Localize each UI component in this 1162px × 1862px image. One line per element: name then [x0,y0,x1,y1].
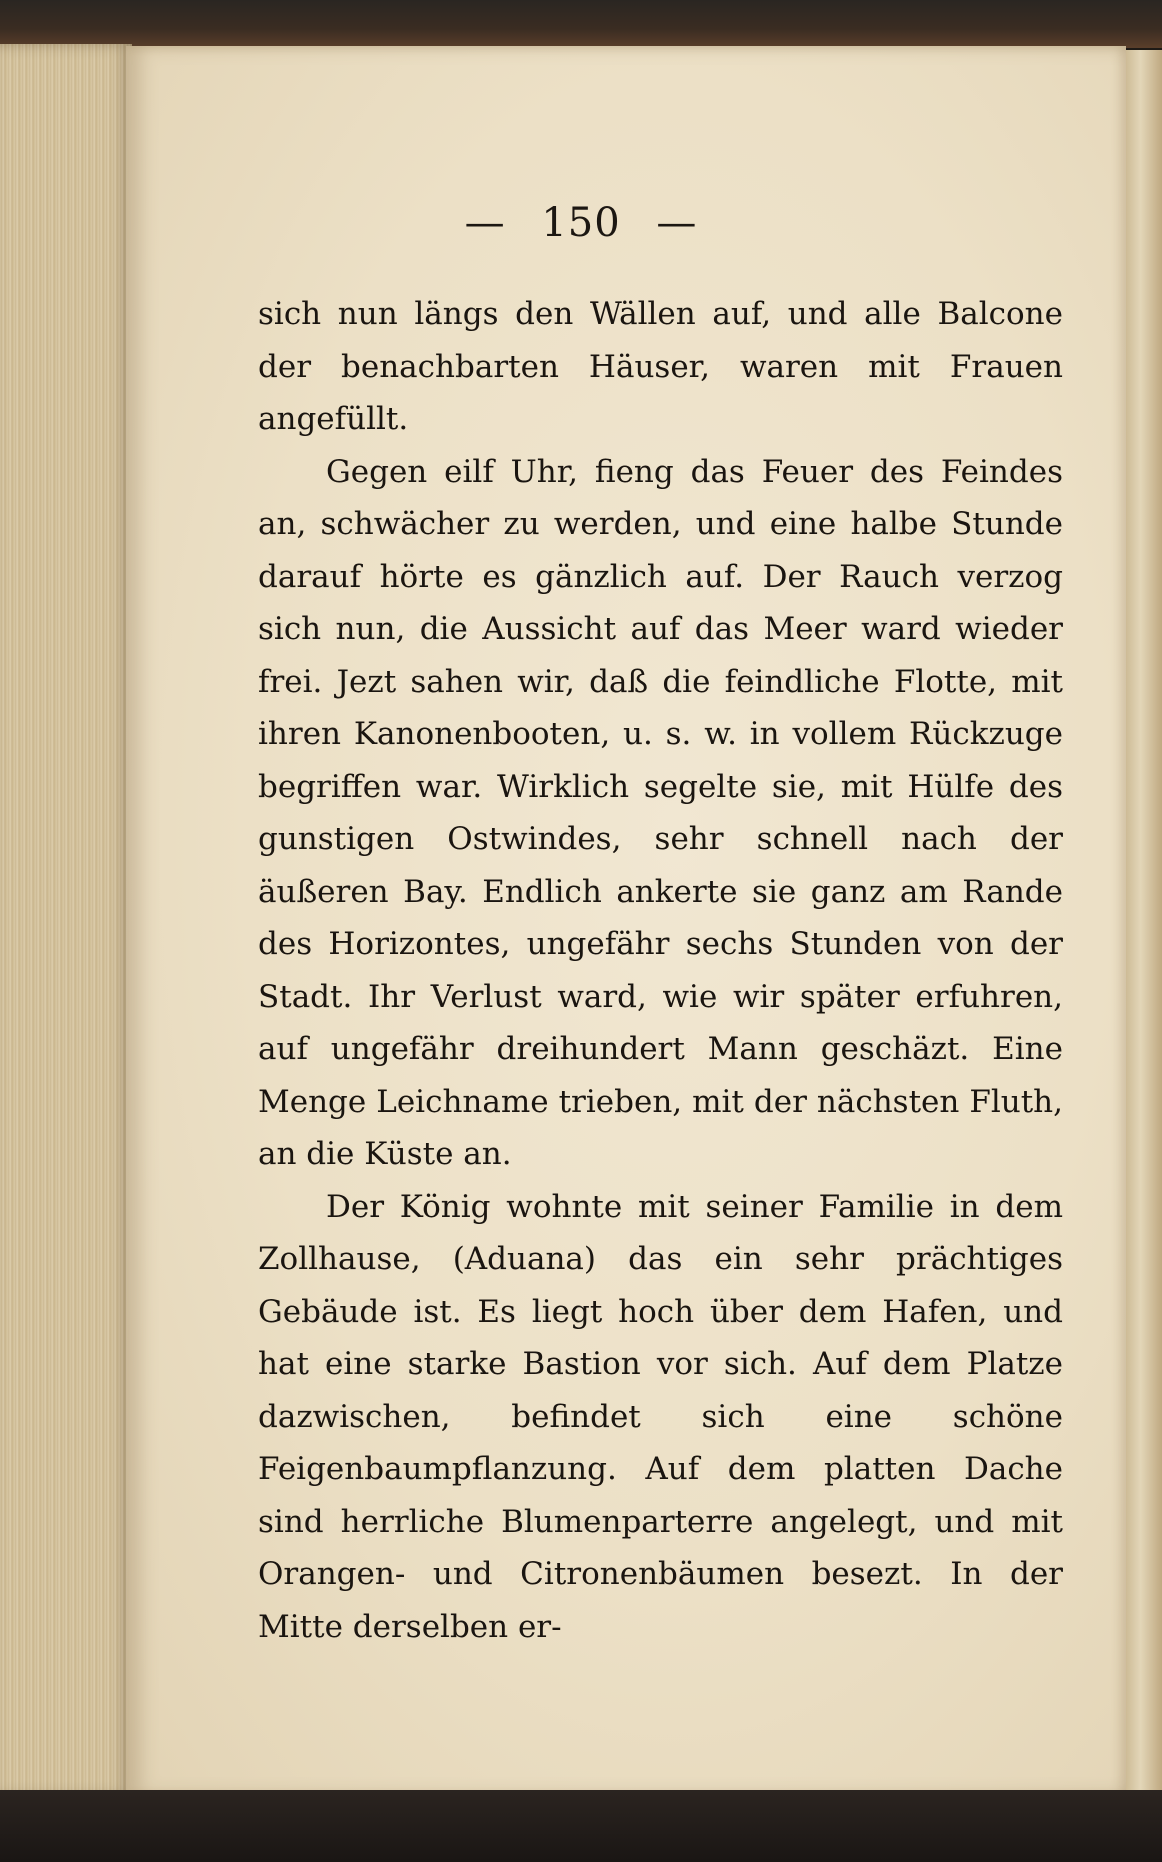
book-bottom-edge [0,1790,1162,1862]
paragraph-3: Der König wohnte mit seiner Familie in dem Zollhause, (Aduana) das ein sehr prächtiges Gebäude ist. Es liegt hoch über dem Hafen, und hat eine starke Bastion vor sich. Auf dem Platze dazwischen, befindet sich eine schöne Feigenbaumpflanzung. Auf dem platten Dache sind herrliche Blumenparterre angelegt, und mit Orangen- und Citronenbäumen besezt. In der Mitte derselben er- [258,1188,1063,1645]
paragraph-1: sich nun längs den Wällen auf, und alle Balcone der benachbarten Häuser, waren mit Frauen angefüllt. [258,296,1063,437]
paragraph-2: Gegen eilf Uhr, fieng das Feuer des Feindes an, schwächer zu werden, und eine halbe Stunde darauf hörte es gänzlich auf. Der Rauch verzog sich nun, die Aussicht auf das Meer ward wieder frei. Jezt sahen wir, daß die feindliche Flotte, mit ihren Kanonenbooten, u. s. w. in vollem Rückzuge begriffen war. Wirklich segelte sie, mit Hülfe des gunstigen Ostwindes, sehr schnell nach der äußeren Bay. Endlich ankerte sie ganz am Rande des Horizontes, ungefähr sechs Stunden von der Stadt. Ihr Verlust ward, wie wir später erfuhren, auf ungefähr dreihundert Mann geschäzt. Eine Menge Leichname trieben, mit der nächsten Fluth, an die Küste an. [258,453,1063,1172]
book-top-edge [0,0,1162,48]
page-text [258,288,1063,1653]
page-number: — 150 — [464,200,698,246]
page-stack-edge [0,44,132,1796]
facing-page-edge [1126,50,1162,1796]
